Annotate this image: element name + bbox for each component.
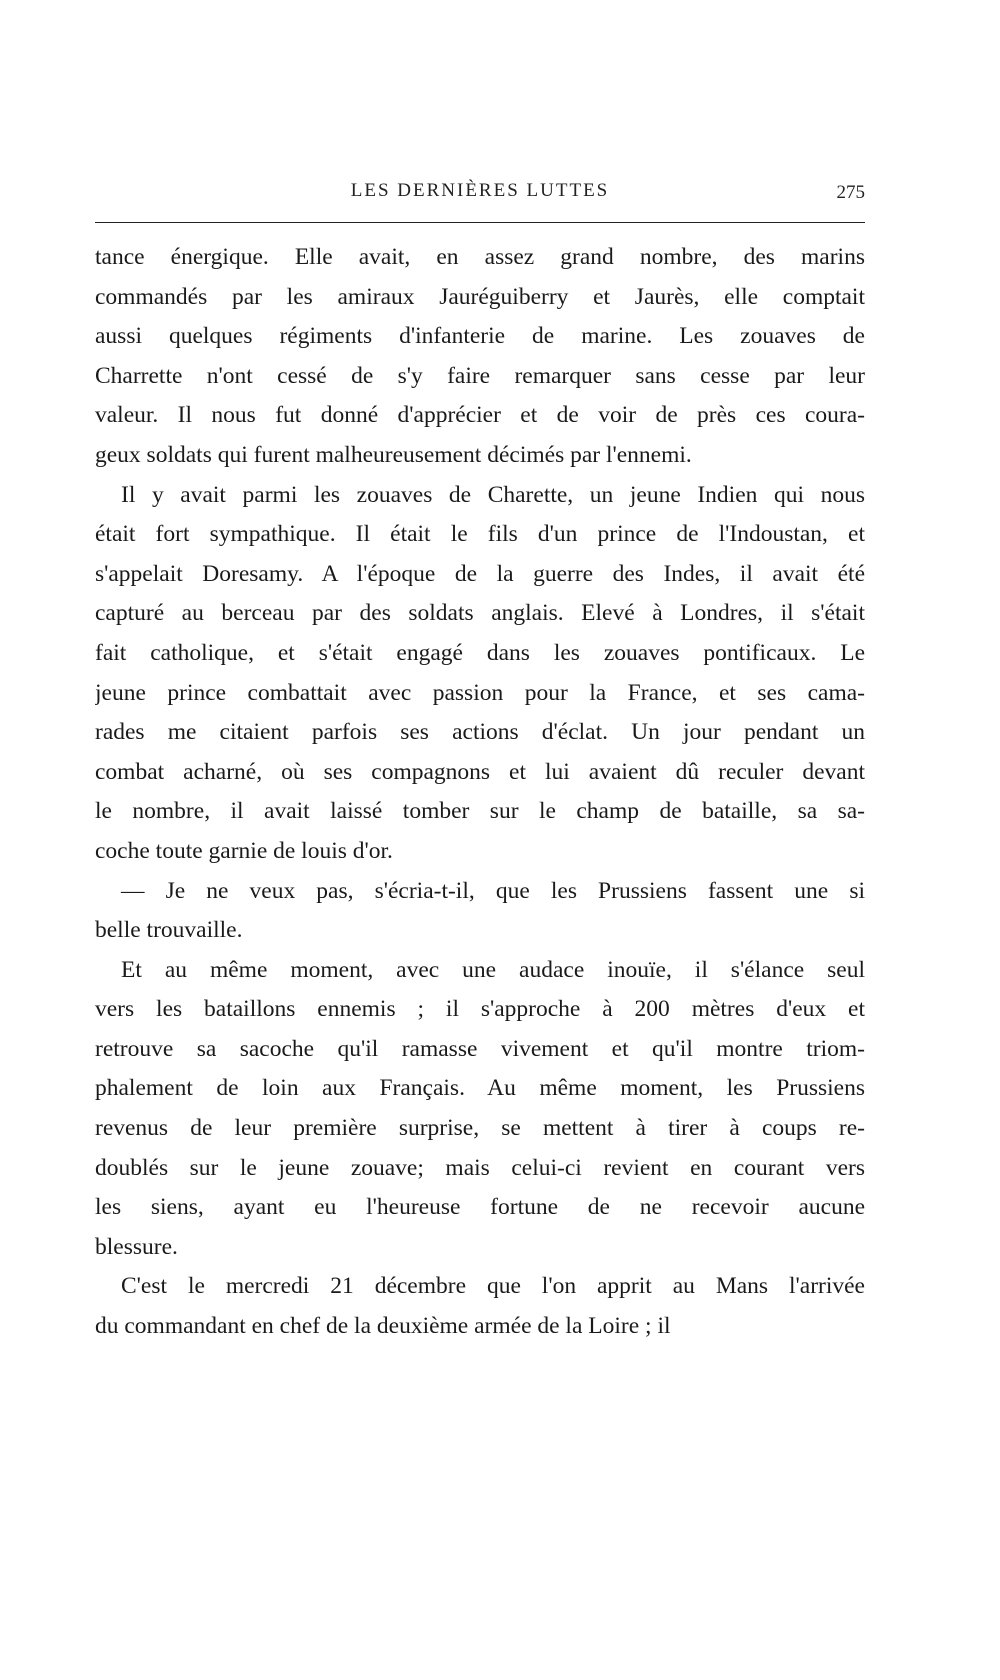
text-line: belle trouvaille.	[95, 917, 243, 944]
text-line: — Je ne veux pas, s'écria-t-il, que les Prussiens fassent une si	[121, 877, 865, 904]
text-line: les siens, ayant eu l'heureuse fortune de ne recevoir aucune	[95, 1194, 865, 1221]
text-line: Et au même moment, avec une audace inouïe, il s'élance seul	[121, 956, 865, 983]
text-line: commandés par les amiraux Jauréguiberry et Jaurès, elle comptait	[95, 283, 865, 310]
text-line: s'appelait Doresamy. A l'époque de la guerre des Indes, il avait été	[95, 560, 865, 587]
text-line: combat acharné, où ses compagnons et lui avaient dû reculer devant	[95, 758, 865, 785]
page-header	[95, 176, 865, 216]
paragraph	[95, 1267, 865, 1346]
paragraph	[95, 238, 865, 476]
text-line: valeur. Il nous fut donné d'apprécier et de voir de près ces coura-	[95, 402, 865, 429]
text-line: doublés sur le jeune zouave; mais celui-ci revient en courant vers	[95, 1154, 865, 1181]
running-title: LES DERNIÈRES LUTTES	[350, 180, 610, 201]
paragraph	[95, 872, 865, 951]
body-text	[95, 238, 865, 1347]
text-line: le nombre, il avait laissé tomber sur le champ de bataille, sa sa-	[95, 798, 865, 825]
text-line: phalement de loin aux Français. Au même moment, les Prussiens	[95, 1075, 865, 1102]
text-line: tance énergique. Elle avait, en assez grand nombre, des marins	[95, 244, 865, 270]
text-line: coche toute garnie de louis d'or.	[95, 837, 393, 864]
text-line: Charrette n'ont cessé de s'y faire remarquer sans cesse par leur	[95, 362, 865, 389]
paragraph	[95, 951, 865, 1268]
text-line: capturé au berceau par des soldats anglais. Elevé à Londres, il s'était	[95, 600, 865, 627]
text-line: rades me citaient parfois ses actions d'éclat. Un jour pendant un	[95, 719, 865, 746]
text-line: vers les bataillons ennemis ; il s'approche à 200 mètres d'eux et	[95, 996, 865, 1023]
text-line: geux soldats qui furent malheureusement décimés par l'ennemi.	[95, 441, 692, 468]
text-line: aussi quelques régiments d'infanterie de marine. Les zouaves de	[95, 323, 865, 350]
text-line: C'est le mercredi 21 décembre que l'on apprit au Mans l'arrivée	[121, 1273, 865, 1300]
text-line: fait catholique, et s'était engagé dans les zouaves pontificaux. Le	[95, 639, 865, 666]
text-line: retrouve sa sacoche qu'il ramasse vivement et qu'il montre triom-	[95, 1035, 865, 1062]
paragraph	[95, 476, 865, 872]
text-line: jeune prince combattait avec passion pour la France, et ses cama-	[95, 679, 865, 706]
text-line: revenus de leur première surprise, se mettent à tirer à coups re-	[95, 1115, 865, 1142]
header-rule	[95, 222, 865, 223]
text-line: blessure.	[95, 1233, 178, 1260]
text-line: Il y avait parmi les zouaves de Charette, un jeune Indien qui nous	[121, 481, 865, 508]
text-line: était fort sympathique. Il était le fils d'un prince de l'Indoustan, et	[95, 521, 865, 548]
text-line: du commandant en chef de la deuxième armée de la Loire ; il	[95, 1313, 671, 1340]
page-number: 275	[836, 182, 865, 203]
